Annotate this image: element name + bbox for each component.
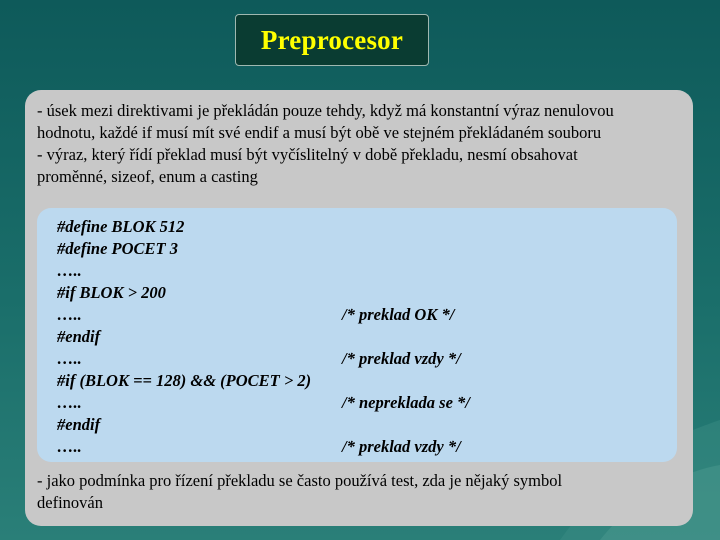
code-comment: /* preklad OK */ [342, 305, 455, 324]
content-card [25, 90, 693, 526]
outro-line: - jako podmínka pro řízení překladu se často používá test, zda je nějaký symbol [37, 471, 563, 490]
code-example-box [37, 208, 677, 462]
code-line: #endif [57, 327, 101, 346]
intro-line: hodnotu, každé if musí mít své endif a musí být obě ve stejném překládaném souboru [37, 123, 602, 142]
code-line: #if (BLOK == 128) && (POCET > 2) [57, 371, 312, 390]
code-line: #define BLOK 512 [57, 217, 185, 236]
intro-line: - úsek mezi direktivami je překládán pouze tehdy, když má konstantní výraz nenulovou [37, 101, 614, 120]
code-comment: /* nepreklada se */ [342, 393, 470, 412]
code-line: ….. [57, 437, 82, 456]
code-line: #if BLOK > 200 [57, 283, 166, 302]
outro-line: definován [37, 493, 103, 512]
intro-line: - výraz, který řídí překlad musí být vyčíslitelný v době překladu, nesmí obsahovat [37, 145, 578, 164]
code-comment: /* preklad vzdy */ [342, 349, 461, 368]
slide-title: Preprocesor [260, 24, 404, 55]
intro-paragraph [37, 100, 687, 188]
code-line: #define POCET 3 [57, 239, 178, 258]
intro-line: proměnné, sizeof, enum a casting [37, 167, 258, 186]
code-line: ….. [57, 349, 82, 368]
code-comment: /* preklad vzdy */ [342, 437, 461, 456]
outro-paragraph [37, 470, 687, 514]
code-line: ….. [57, 393, 82, 412]
code-line: ….. [57, 261, 82, 280]
code-line: ….. [57, 305, 82, 324]
code-line: #endif [57, 415, 101, 434]
title-box [235, 14, 429, 66]
